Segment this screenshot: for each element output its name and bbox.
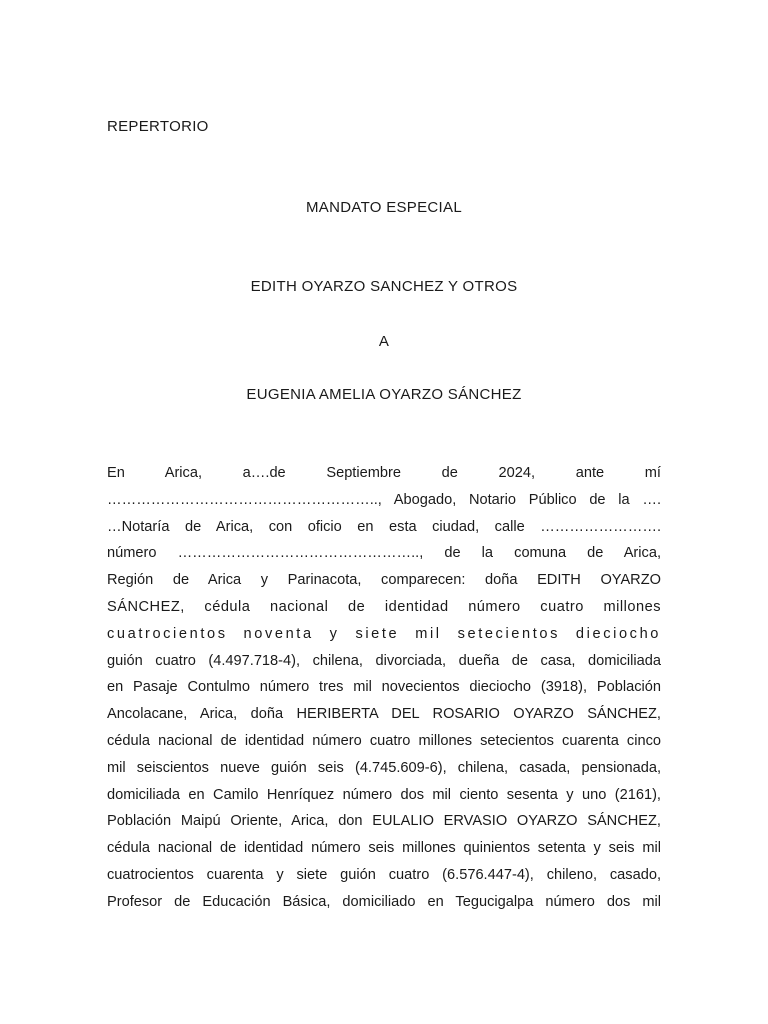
grantor-parties: EDITH OYARZO SANCHEZ Y OTROS [250, 278, 518, 295]
body-line: Población Maipú Oriente, Arica, don EULALIO ERVASIO OYARZO SÁNCHEZ, [107, 813, 661, 830]
repertorio-label: REPERTORIO [107, 118, 209, 135]
body-line: ……………………………………………….., Abogado, Notario Público de la …. [107, 491, 661, 508]
body-line: Región de Arica y Parinacota, comparecen: doña EDITH OYARZO [107, 572, 661, 589]
body-line: en Pasaje Contulmo número tres mil novecientos dieciocho (3918), Población [107, 679, 661, 696]
body-line: domiciliada en Camilo Henríquez número dos mil ciento sesenta y uno (2161), [107, 786, 661, 803]
body-line: mil seiscientos nueve guión seis (4.745.609-6), chilena, casada, pensionada, [107, 759, 661, 776]
body-line: En Arica, a….de Septiembre de 2024, ante mí [107, 465, 661, 481]
document-title: MANDATO ESPECIAL [306, 199, 462, 216]
document-body [107, 460, 661, 916]
body-line: número ………………………………………….., de la comuna de Arica, [107, 545, 661, 562]
body-line: cuatrocientos noventa y siete mil setecientos dieciocho [107, 625, 661, 642]
grantee-party: EUGENIA AMELIA OYARZO SÁNCHEZ [246, 386, 522, 403]
connector-label: A [378, 333, 390, 350]
body-line: Ancolacane, Arica, doña HERIBERTA DEL ROSARIO OYARZO SÁNCHEZ, [107, 706, 661, 723]
body-line: SÁNCHEZ, cédula nacional de identidad número cuatro millones [107, 598, 661, 615]
body-line: guión cuatro (4.497.718-4), chilena, divorciada, dueña de casa, domiciliada [107, 652, 661, 669]
body-line: cuatrocientos cuarenta y siete guión cuatro (6.576.447-4), chileno, casado, [107, 866, 661, 883]
body-line: cédula nacional de identidad número cuatro millones setecientos cuarenta cinco [107, 732, 661, 749]
body-line: Profesor de Educación Básica, domiciliado en Tegucigalpa número dos mil [107, 893, 661, 910]
body-line: cédula nacional de identidad número seis millones quinientos setenta y seis mil [107, 840, 661, 857]
body-line: …Notaría de Arica, con oficio en esta ciudad, calle ……………………. [107, 518, 661, 535]
